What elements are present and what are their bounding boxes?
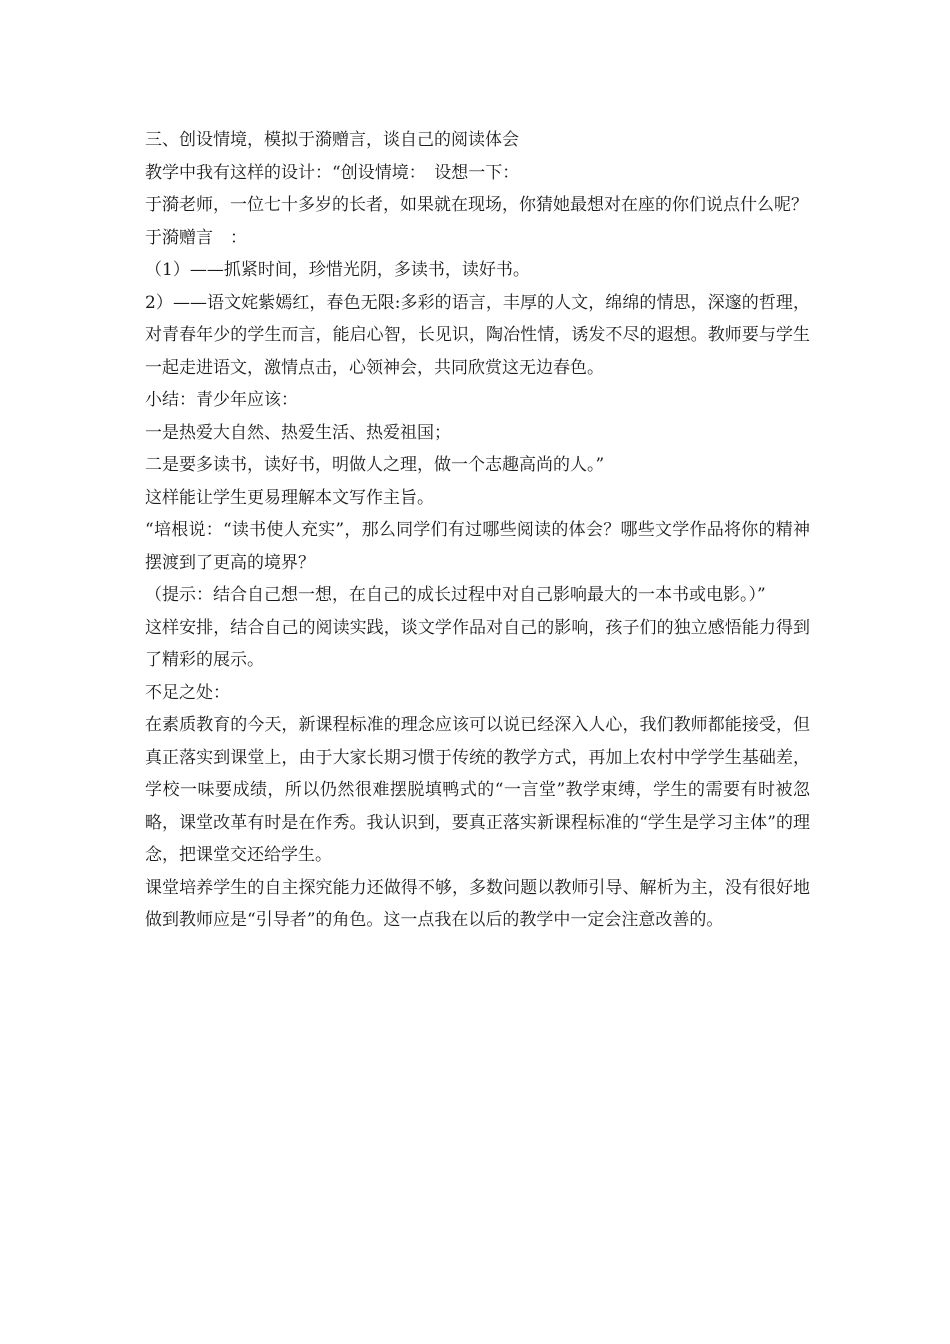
paragraph-summary-label: 小结：青少年应该： [145, 390, 298, 410]
paragraph-gift-words-label: 于漪赠言 ： [145, 227, 247, 248]
section-heading: 三、创设情境，模拟于漪赠言，谈自己的阅读体会 [145, 130, 519, 150]
paragraph-bacon-quote: “培根说：“读书使人充实”，那么同学们有过哪些阅读的体会？哪些文学作品将你的精神摆渡到了更高的境界？ [145, 520, 810, 573]
paragraph-summary-1: 一是热爱大自然、热爱生活、热爱祖国； [145, 422, 451, 443]
paragraph-scenario: 于漪老师，一位七十多岁的长者，如果就在现场，你猜她最想对在座的你们说点什么呢？ [145, 195, 808, 215]
paragraph-shortcoming-2: 课堂培养学生的自主探究能力还做得不够，多数问题以教师引导、解析为主，没有很好地做到教师应是“引导者”的角色。这一点我在以后的教学中一定会注意改善的。 [145, 877, 810, 930]
paragraph-shortcomings-label: 不足之处： [145, 682, 230, 703]
paragraph-gift-1: （1）——抓紧时间，珍惜光阴，多读书，读好书。 [145, 260, 530, 280]
paragraph-purpose: 这样能让学生更易理解本文写作主旨。 [145, 487, 434, 508]
document-body [145, 124, 810, 937]
paragraph-gift-2: 2）——语文姹紫嫣红，春色无限:多彩的语言，丰厚的人文，绵绵的情思，深邃的哲理，对青春年少的学生而言，能启心智，长见识，陶冶性情，诱发不尽的遐想。教师要与学生一起走进语文，激情点击，心领神会，共同欣赏这无边春色。 [145, 292, 810, 378]
paragraph-arrangement: 这样安排，结合自己的阅读实践，谈文学作品对自己的影响，孩子们的独立感悟能力得到了精彩的展示。 [145, 617, 810, 670]
paragraph-summary-2: 二是要多读书，读好书，明做人之理，做一个志趣高尚的人。” [145, 455, 605, 475]
paragraph-design-intro: 教学中我有这样的设计：“创设情境： 设想一下： [145, 162, 520, 183]
paragraph-shortcoming-1: 在素质教育的今天，新课程标准的理念应该可以说已经深入人心，我们教师都能接受，但真正落实到课堂上，由于大家长期习惯于传统的教学方式，再加上农村中学学生基础差，学校一味要成绩，所以仍然很难摆脱填鸭式的“一言堂”教学束缚，学生的需要有时被忽略，课堂改革有时是在作秀。我认识到，要真正落实新课程标准的“学生是学习主体”的理念，把课堂交还给学生。 [145, 715, 810, 865]
paragraph-hint: （提示：结合自己想一想，在自己的成长过程中对自己影响最大的一本书或电影。）” [145, 585, 766, 605]
